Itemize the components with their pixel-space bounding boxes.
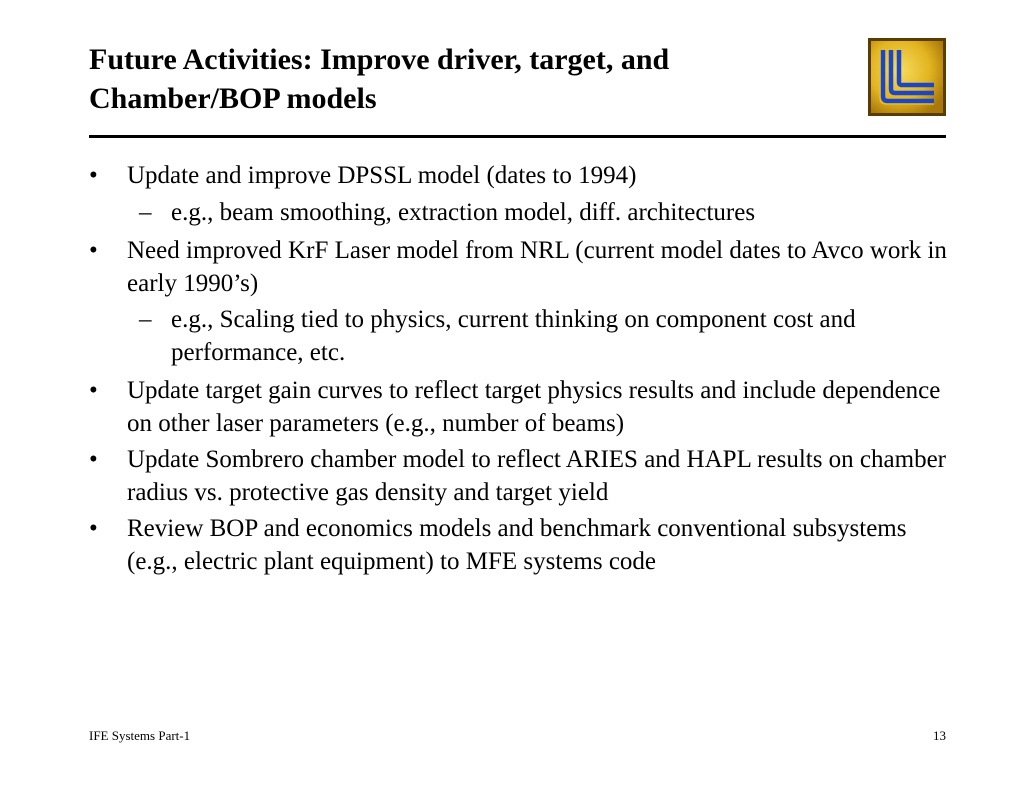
bullet-text: Update target gain curves to reflect target physics results and include dependence on other laser parameters (e.g., number of beams) [127, 377, 941, 437]
bullet-item [89, 235, 949, 300]
bullet-item [89, 513, 949, 578]
bullet-item [89, 160, 949, 193]
sub-bullet-text: e.g., Scaling tied to physics, current thinking on component cost and performance, etc. [171, 306, 856, 366]
bullet-item [89, 444, 949, 509]
bullet-text: Need improved KrF Laser model from NRL (current model dates to Avco work in early 1990’s) [127, 237, 947, 297]
bullet-text: Review BOP and economics models and benchmark conventional subsystems (e.g., electric plant equipment) to MFE systems code [127, 515, 907, 575]
page-number: 13 [933, 728, 946, 743]
bullet-mark: • [89, 237, 98, 264]
sub-bullet-text: e.g., beam smoothing, extraction model, diff. architectures [171, 198, 756, 226]
sub-bullet-mark: – [139, 198, 152, 226]
sub-bullet-mark: – [139, 306, 152, 333]
bullet-text: Update and improve DPSSL model (dates to 1994) [127, 162, 637, 189]
bullet-mark: • [89, 162, 98, 189]
bullet-mark: • [89, 515, 98, 542]
sub-bullet-item [89, 197, 949, 230]
bullet-text: Update Sombrero chamber model to reflect ARIES and HAPL results on chamber radius vs. protective gas density and target yield [127, 446, 946, 506]
bullet-mark: • [89, 377, 98, 404]
slide-title: Future Activities: Improve driver, target, and Chamber/BOP models [89, 43, 670, 115]
llnl-logo-icon [868, 38, 946, 116]
sub-bullet-item [89, 304, 949, 369]
title-divider [89, 135, 946, 138]
footer-label: IFE Systems Part-1 [89, 728, 191, 743]
bullet-list [89, 160, 949, 582]
bullet-item [89, 375, 949, 440]
bullet-mark: • [89, 446, 98, 473]
